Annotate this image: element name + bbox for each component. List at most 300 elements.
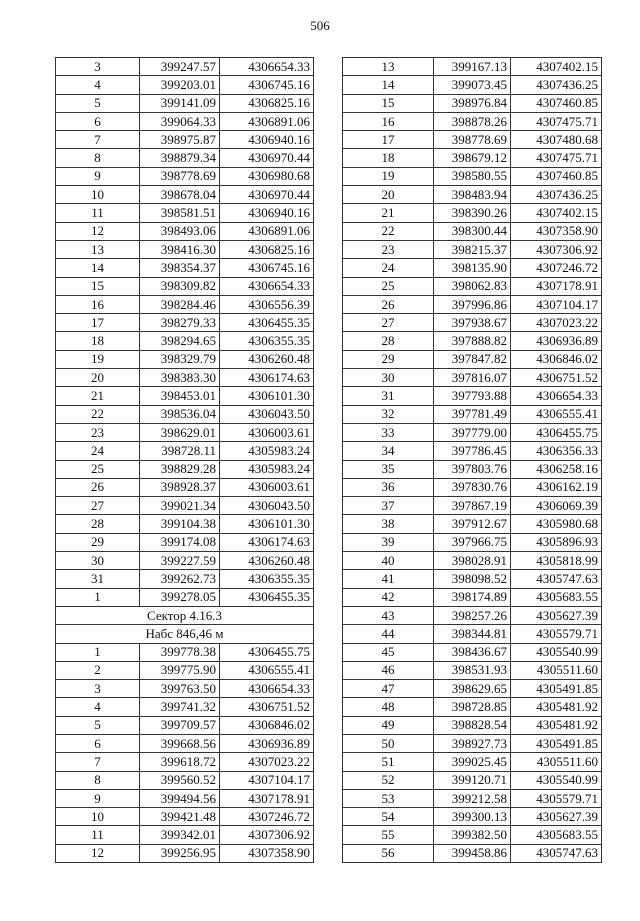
y-coordinate-cell: 4306258.16 [511, 460, 602, 478]
x-coordinate-cell: 398483.94 [434, 186, 511, 204]
y-coordinate-cell: 4305980.68 [511, 515, 602, 533]
point-number-cell: 10 [56, 186, 140, 204]
point-number-cell: 6 [56, 734, 140, 752]
y-coordinate-cell: 4306654.33 [511, 387, 602, 405]
x-coordinate-cell: 399256.95 [140, 844, 220, 862]
table-row [56, 259, 314, 277]
x-coordinate-cell: 399120.71 [434, 771, 511, 789]
table-row [56, 734, 314, 752]
x-coordinate-cell: 398135.90 [434, 259, 511, 277]
table-row [343, 76, 602, 94]
table-row [343, 350, 602, 368]
y-coordinate-cell: 4306555.41 [511, 405, 602, 423]
point-number-cell: 1 [56, 643, 140, 661]
point-number-cell: 34 [343, 442, 434, 460]
y-coordinate-cell: 4306940.16 [220, 204, 314, 222]
table-row [343, 680, 602, 698]
table-row [343, 204, 602, 222]
x-coordinate-cell: 398284.46 [140, 295, 220, 313]
table-row [56, 552, 314, 570]
y-coordinate-cell: 4307358.90 [220, 844, 314, 862]
point-number-cell: 20 [56, 369, 140, 387]
y-coordinate-cell: 4307246.72 [220, 808, 314, 826]
point-number-cell: 3 [56, 58, 140, 76]
table-row [343, 442, 602, 460]
table-row [343, 186, 602, 204]
y-coordinate-cell: 4306260.48 [220, 552, 314, 570]
table-row [343, 460, 602, 478]
page-number: 506 [310, 18, 330, 33]
x-coordinate-cell: 399167.13 [434, 58, 511, 76]
table-row [343, 277, 602, 295]
point-number-cell: 5 [56, 716, 140, 734]
y-coordinate-cell: 4307306.92 [511, 240, 602, 258]
y-coordinate-cell: 4305627.39 [511, 606, 602, 624]
x-coordinate-cell: 398531.93 [434, 661, 511, 679]
point-number-cell: 25 [343, 277, 434, 295]
point-number-cell: 21 [343, 204, 434, 222]
y-coordinate-cell: 4306751.52 [511, 369, 602, 387]
point-number-cell: 12 [56, 222, 140, 240]
y-coordinate-cell: 4305579.71 [511, 789, 602, 807]
y-coordinate-cell: 4305747.63 [511, 844, 602, 862]
table-row [343, 405, 602, 423]
coordinates-table-left-body [56, 58, 314, 863]
x-coordinate-cell: 397781.49 [434, 405, 511, 423]
point-number-cell: 5 [56, 94, 140, 112]
x-coordinate-cell: 399421.48 [140, 808, 220, 826]
y-coordinate-cell: 4306936.89 [220, 734, 314, 752]
y-coordinate-cell: 4307306.92 [220, 826, 314, 844]
point-number-cell: 24 [343, 259, 434, 277]
table-row [56, 826, 314, 844]
x-coordinate-cell: 398329.79 [140, 350, 220, 368]
y-coordinate-cell: 4306355.35 [220, 570, 314, 588]
x-coordinate-cell: 398300.44 [434, 222, 511, 240]
x-coordinate-cell: 397867.19 [434, 497, 511, 515]
y-coordinate-cell: 4305627.39 [511, 808, 602, 826]
point-number-cell: 40 [343, 552, 434, 570]
y-coordinate-cell: 4306846.02 [220, 716, 314, 734]
point-number-cell: 46 [343, 661, 434, 679]
y-coordinate-cell: 4306825.16 [220, 240, 314, 258]
table-row [343, 661, 602, 679]
table-row [56, 131, 314, 149]
x-coordinate-cell: 399073.45 [434, 76, 511, 94]
point-number-cell: 24 [56, 442, 140, 460]
x-coordinate-cell: 398279.33 [140, 314, 220, 332]
table-row [343, 131, 602, 149]
point-number-cell: 7 [56, 753, 140, 771]
table-row [56, 515, 314, 533]
y-coordinate-cell: 4307178.91 [511, 277, 602, 295]
table-row [343, 58, 602, 76]
table-row [343, 771, 602, 789]
x-coordinate-cell: 398828.54 [434, 716, 511, 734]
y-coordinate-cell: 4305579.71 [511, 625, 602, 643]
y-coordinate-cell: 4306043.50 [220, 497, 314, 515]
point-number-cell: 37 [343, 497, 434, 515]
y-coordinate-cell: 4306970.44 [220, 186, 314, 204]
x-coordinate-cell: 398879.34 [140, 149, 220, 167]
table-row [56, 167, 314, 185]
y-coordinate-cell: 4307475.71 [511, 149, 602, 167]
point-number-cell: 14 [56, 259, 140, 277]
y-coordinate-cell: 4307475.71 [511, 112, 602, 130]
point-number-cell: 22 [343, 222, 434, 240]
x-coordinate-cell: 398581.51 [140, 204, 220, 222]
table-row [343, 497, 602, 515]
table-row [343, 625, 602, 643]
point-number-cell: 47 [343, 680, 434, 698]
y-coordinate-cell: 4307023.22 [220, 753, 314, 771]
x-coordinate-cell: 397816.07 [434, 369, 511, 387]
point-number-cell: 50 [343, 734, 434, 752]
point-number-cell: 29 [343, 350, 434, 368]
point-number-cell: 4 [56, 76, 140, 94]
table-row [56, 76, 314, 94]
point-number-cell: 35 [343, 460, 434, 478]
table-row [343, 240, 602, 258]
x-coordinate-cell: 399560.52 [140, 771, 220, 789]
point-number-cell: 17 [343, 131, 434, 149]
y-coordinate-cell: 4307178.91 [220, 789, 314, 807]
point-number-cell: 8 [56, 771, 140, 789]
y-coordinate-cell: 4306891.06 [220, 222, 314, 240]
x-coordinate-cell: 398976.84 [434, 94, 511, 112]
y-coordinate-cell: 4306745.16 [220, 76, 314, 94]
x-coordinate-cell: 399021.34 [140, 497, 220, 515]
table-row [56, 497, 314, 515]
y-coordinate-cell: 4305511.60 [511, 661, 602, 679]
table-row [56, 94, 314, 112]
table-row [56, 716, 314, 734]
table-row [56, 112, 314, 130]
x-coordinate-cell: 399458.86 [434, 844, 511, 862]
x-coordinate-cell: 399342.01 [140, 826, 220, 844]
y-coordinate-cell: 4307402.15 [511, 204, 602, 222]
y-coordinate-cell: 4307480.68 [511, 131, 602, 149]
table-row [56, 680, 314, 698]
table-row [56, 387, 314, 405]
x-coordinate-cell: 399203.01 [140, 76, 220, 94]
y-coordinate-cell: 4307358.90 [511, 222, 602, 240]
point-number-cell: 32 [343, 405, 434, 423]
x-coordinate-cell: 399763.50 [140, 680, 220, 698]
y-coordinate-cell: 4305491.85 [511, 680, 602, 698]
table-row [56, 698, 314, 716]
table-row [56, 789, 314, 807]
point-number-cell: 45 [343, 643, 434, 661]
x-coordinate-cell: 398778.69 [434, 131, 511, 149]
table-row [56, 808, 314, 826]
table-row [343, 698, 602, 716]
point-number-cell: 27 [343, 314, 434, 332]
table-row [343, 515, 602, 533]
y-coordinate-cell: 4306654.33 [220, 680, 314, 698]
y-coordinate-cell: 4305818.99 [511, 552, 602, 570]
x-coordinate-cell: 398678.04 [140, 186, 220, 204]
y-coordinate-cell: 4306556.39 [220, 295, 314, 313]
point-number-cell: 55 [343, 826, 434, 844]
y-coordinate-cell: 4305540.99 [511, 643, 602, 661]
point-number-cell: 3 [56, 680, 140, 698]
point-number-cell: 11 [56, 204, 140, 222]
y-coordinate-cell: 4306162.19 [511, 478, 602, 496]
x-coordinate-cell: 398536.04 [140, 405, 220, 423]
table-row [343, 295, 602, 313]
section-title: Сектор 4.16.3 [56, 606, 314, 624]
y-coordinate-cell: 4306936.89 [511, 332, 602, 350]
y-coordinate-cell: 4306069.39 [511, 497, 602, 515]
x-coordinate-cell: 399668.56 [140, 734, 220, 752]
table-row [343, 259, 602, 277]
y-coordinate-cell: 4305747.63 [511, 570, 602, 588]
x-coordinate-cell: 398215.37 [434, 240, 511, 258]
point-number-cell: 31 [56, 570, 140, 588]
table-row [343, 826, 602, 844]
y-coordinate-cell: 4306654.33 [220, 277, 314, 295]
x-coordinate-cell: 398453.01 [140, 387, 220, 405]
table-row [56, 478, 314, 496]
x-coordinate-cell: 398257.26 [434, 606, 511, 624]
table-row [56, 570, 314, 588]
point-number-cell: 42 [343, 588, 434, 606]
coordinates-table-right-body [343, 58, 602, 863]
point-number-cell: 23 [343, 240, 434, 258]
table-row [56, 204, 314, 222]
x-coordinate-cell: 399618.72 [140, 753, 220, 771]
y-coordinate-cell: 4307104.17 [220, 771, 314, 789]
table-row [343, 369, 602, 387]
x-coordinate-cell: 398098.52 [434, 570, 511, 588]
table-row [343, 789, 602, 807]
point-number-cell: 29 [56, 533, 140, 551]
point-number-cell: 44 [343, 625, 434, 643]
table-row [343, 222, 602, 240]
point-number-cell: 36 [343, 478, 434, 496]
y-coordinate-cell: 4306940.16 [220, 131, 314, 149]
point-number-cell: 13 [56, 240, 140, 258]
x-coordinate-cell: 398928.37 [140, 478, 220, 496]
x-coordinate-cell: 397996.86 [434, 295, 511, 313]
y-coordinate-cell: 4305481.92 [511, 716, 602, 734]
table-row [56, 350, 314, 368]
y-coordinate-cell: 4307460.85 [511, 167, 602, 185]
point-number-cell: 9 [56, 167, 140, 185]
point-number-cell: 7 [56, 131, 140, 149]
table-row [56, 533, 314, 551]
point-number-cell: 8 [56, 149, 140, 167]
point-number-cell: 51 [343, 753, 434, 771]
table-row [56, 314, 314, 332]
table-row [56, 332, 314, 350]
x-coordinate-cell: 399227.59 [140, 552, 220, 570]
point-number-cell: 48 [343, 698, 434, 716]
point-number-cell: 54 [343, 808, 434, 826]
coordinates-table-left [55, 57, 314, 863]
point-number-cell: 9 [56, 789, 140, 807]
coordinates-table-right [342, 57, 602, 863]
point-number-cell: 38 [343, 515, 434, 533]
point-number-cell: 19 [343, 167, 434, 185]
table-row [56, 423, 314, 441]
y-coordinate-cell: 4306846.02 [511, 350, 602, 368]
section-row [56, 625, 314, 643]
table-row [56, 295, 314, 313]
y-coordinate-cell: 4307246.72 [511, 259, 602, 277]
table-row [343, 606, 602, 624]
y-coordinate-cell: 4305683.55 [511, 588, 602, 606]
x-coordinate-cell: 399300.13 [434, 808, 511, 826]
x-coordinate-cell: 397793.88 [434, 387, 511, 405]
table-row [56, 149, 314, 167]
point-number-cell: 39 [343, 533, 434, 551]
x-coordinate-cell: 398629.01 [140, 423, 220, 441]
x-coordinate-cell: 399709.57 [140, 716, 220, 734]
table-row [343, 753, 602, 771]
section-subtitle: Набс 846,46 м [56, 625, 314, 643]
x-coordinate-cell: 399064.33 [140, 112, 220, 130]
point-number-cell: 52 [343, 771, 434, 789]
x-coordinate-cell: 398028.91 [434, 552, 511, 570]
table-row [56, 58, 314, 76]
table-row [56, 186, 314, 204]
table-row [56, 460, 314, 478]
x-coordinate-cell: 399174.08 [140, 533, 220, 551]
table-row [56, 771, 314, 789]
x-coordinate-cell: 398416.30 [140, 240, 220, 258]
point-number-cell: 16 [56, 295, 140, 313]
point-number-cell: 12 [56, 844, 140, 862]
y-coordinate-cell: 4307402.15 [511, 58, 602, 76]
x-coordinate-cell: 397779.00 [434, 423, 511, 441]
y-coordinate-cell: 4306455.75 [511, 423, 602, 441]
point-number-cell: 18 [56, 332, 140, 350]
point-number-cell: 26 [56, 478, 140, 496]
table-row [343, 808, 602, 826]
x-coordinate-cell: 399494.56 [140, 789, 220, 807]
x-coordinate-cell: 397966.75 [434, 533, 511, 551]
x-coordinate-cell: 399278.05 [140, 588, 220, 606]
point-number-cell: 49 [343, 716, 434, 734]
x-coordinate-cell: 399025.45 [434, 753, 511, 771]
x-coordinate-cell: 398778.69 [140, 167, 220, 185]
y-coordinate-cell: 4307023.22 [511, 314, 602, 332]
y-coordinate-cell: 4305511.60 [511, 753, 602, 771]
point-number-cell: 43 [343, 606, 434, 624]
x-coordinate-cell: 397888.82 [434, 332, 511, 350]
y-coordinate-cell: 4306043.50 [220, 405, 314, 423]
y-coordinate-cell: 4305983.24 [220, 442, 314, 460]
table-row [343, 94, 602, 112]
x-coordinate-cell: 399775.90 [140, 661, 220, 679]
y-coordinate-cell: 4306260.48 [220, 350, 314, 368]
table-row [343, 423, 602, 441]
x-coordinate-cell: 398493.06 [140, 222, 220, 240]
point-number-cell: 23 [56, 423, 140, 441]
y-coordinate-cell: 4306745.16 [220, 259, 314, 277]
y-coordinate-cell: 4307460.85 [511, 94, 602, 112]
section-row [56, 606, 314, 624]
x-coordinate-cell: 398728.11 [140, 442, 220, 460]
y-coordinate-cell: 4306455.35 [220, 314, 314, 332]
table-row [56, 588, 314, 606]
point-number-cell: 19 [56, 350, 140, 368]
y-coordinate-cell: 4305896.93 [511, 533, 602, 551]
x-coordinate-cell: 398294.65 [140, 332, 220, 350]
x-coordinate-cell: 398436.67 [434, 643, 511, 661]
table-row [343, 112, 602, 130]
y-coordinate-cell: 4306891.06 [220, 112, 314, 130]
point-number-cell: 30 [56, 552, 140, 570]
x-coordinate-cell: 399104.38 [140, 515, 220, 533]
y-coordinate-cell: 4307436.25 [511, 76, 602, 94]
point-number-cell: 33 [343, 423, 434, 441]
table-row [343, 552, 602, 570]
y-coordinate-cell: 4305983.24 [220, 460, 314, 478]
point-number-cell: 21 [56, 387, 140, 405]
x-coordinate-cell: 399382.50 [434, 826, 511, 844]
point-number-cell: 10 [56, 808, 140, 826]
x-coordinate-cell: 398975.87 [140, 131, 220, 149]
y-coordinate-cell: 4307104.17 [511, 295, 602, 313]
point-number-cell: 6 [56, 112, 140, 130]
y-coordinate-cell: 4306751.52 [220, 698, 314, 716]
point-number-cell: 41 [343, 570, 434, 588]
x-coordinate-cell: 399778.38 [140, 643, 220, 661]
point-number-cell: 20 [343, 186, 434, 204]
table-row [56, 405, 314, 423]
x-coordinate-cell: 397912.67 [434, 515, 511, 533]
y-coordinate-cell: 4306174.63 [220, 533, 314, 551]
point-number-cell: 30 [343, 369, 434, 387]
x-coordinate-cell: 399262.73 [140, 570, 220, 588]
x-coordinate-cell: 398062.83 [434, 277, 511, 295]
x-coordinate-cell: 398174.89 [434, 588, 511, 606]
table-row [343, 387, 602, 405]
table-row [56, 277, 314, 295]
point-number-cell: 56 [343, 844, 434, 862]
table-row [343, 478, 602, 496]
y-coordinate-cell: 4306356.33 [511, 442, 602, 460]
table-row [56, 661, 314, 679]
table-row [343, 533, 602, 551]
y-coordinate-cell: 4306003.61 [220, 478, 314, 496]
y-coordinate-cell: 4305481.92 [511, 698, 602, 716]
point-number-cell: 31 [343, 387, 434, 405]
table-row [343, 314, 602, 332]
point-number-cell: 25 [56, 460, 140, 478]
table-row [343, 643, 602, 661]
point-number-cell: 15 [343, 94, 434, 112]
table-row [343, 588, 602, 606]
table-row [56, 844, 314, 862]
x-coordinate-cell: 398580.55 [434, 167, 511, 185]
point-number-cell: 15 [56, 277, 140, 295]
table-row [56, 643, 314, 661]
x-coordinate-cell: 399247.57 [140, 58, 220, 76]
x-coordinate-cell: 398679.12 [434, 149, 511, 167]
table-row [56, 222, 314, 240]
table-row [343, 844, 602, 862]
x-coordinate-cell: 397786.45 [434, 442, 511, 460]
point-number-cell: 27 [56, 497, 140, 515]
point-number-cell: 28 [343, 332, 434, 350]
x-coordinate-cell: 397847.82 [434, 350, 511, 368]
y-coordinate-cell: 4306825.16 [220, 94, 314, 112]
point-number-cell: 13 [343, 58, 434, 76]
